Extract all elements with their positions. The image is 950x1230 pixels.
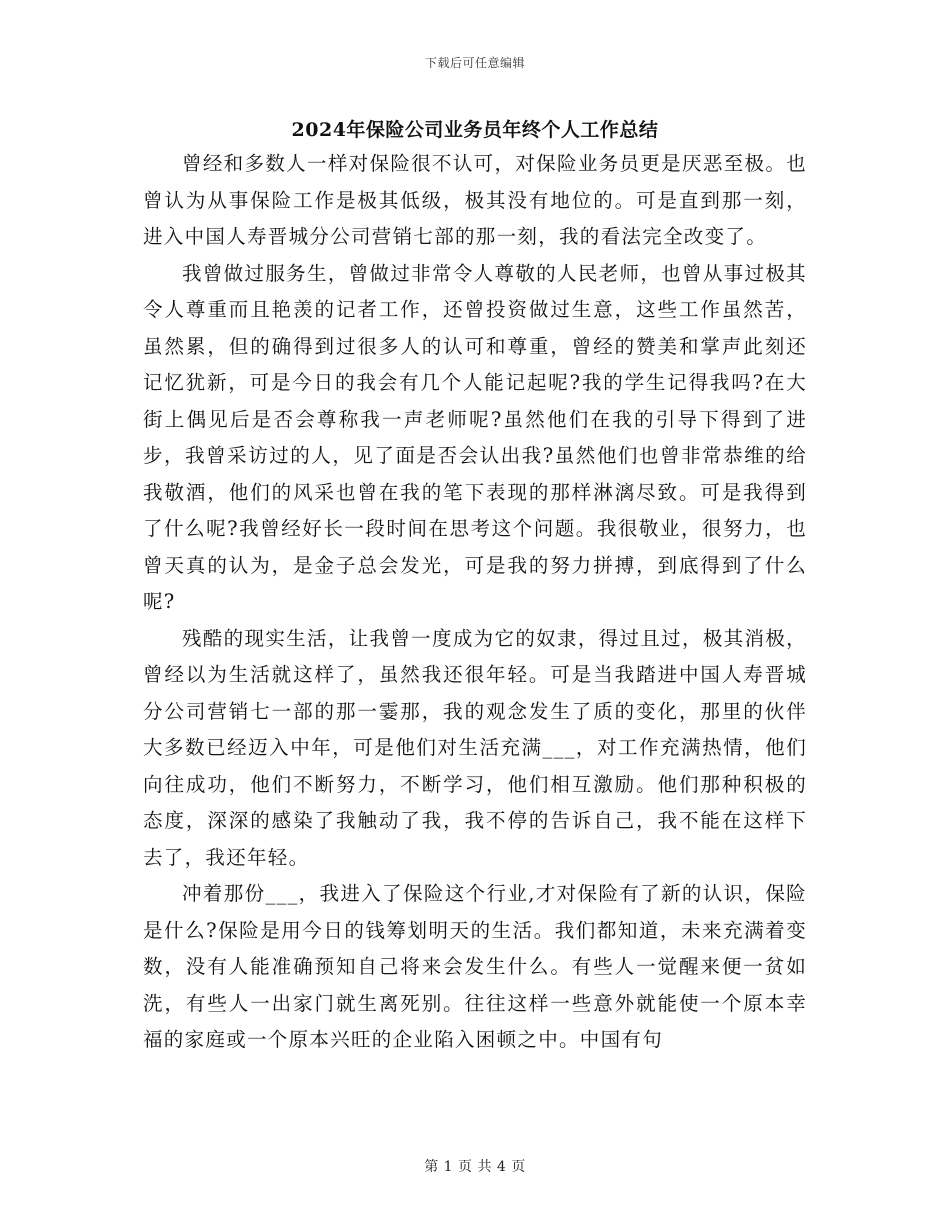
paragraph-1: 曾经和多数人一样对保险很不认可，对保险业务员更是厌恶至极。也曾认为从事保险工作是极其低级，极其没有地位的。可是直到那一刻，进入中国人寿晋城分公司营销七部的那一刻，我的看法完全改变了。: [143, 152, 807, 248]
page-number: 第 1 页 共 4 页: [424, 1159, 526, 1175]
paragraph-3: 残酷的现实生活，让我曾一度成为它的奴隶，得过且过，极其消极，曾经以为生活就这样了，虽然我还很年轻。可是当我踏进中国人寿晋城分公司营销七一部的那一霎那，我的观念发生了质的变化，那里的伙伴大多数已经迈入中年，可是他们对生活充满___，对工作充满热情，他们向往成功，他们不断努力，不断学习，他们相互激励。他们那种积极的态度，深深的感染了我触动了我，我不停的告诉自己，我不能在这样下去了，我还年轻。: [143, 626, 807, 869]
paragraph-2: 我曾做过服务生，曾做过非常令人尊敬的人民老师，也曾从事过极其令人尊重而且艳羡的记者工作，还曾投资做过生意，这些工作虽然苦，虽然累，但的确得到过很多人的认可和尊重，曾经的赞美和掌声此刻还记忆犹新，可是今日的我会有几个人能记起呢?我的学生记得我吗?在大街上偶见后是否会尊称我一声老师呢?虽然他们在我的引导下得到了进步，我曾采访过的人，见了面是否会认出我?虽然他们也曾非常恭维的给我敬酒，他们的风采也曾在我的笔下表现的那样淋漓尽致。可是我得到了什么呢?我曾经好长一段时间在思考这个问题。我很敬业，很努力，也曾天真的认为，是金子总会发光，可是我的努力拼搏，到底得到了什么呢?: [143, 261, 807, 613]
document-title: 2024年保险公司业务员年终个人工作总结: [291, 119, 659, 141]
header-note: 下载后可任意编辑: [424, 56, 525, 70]
document-body: [143, 146, 807, 1059]
paragraph-4: 冲着那份___，我进入了保险这个行业,才对保险有了新的认识，保险是什么?保险是用今日的钱筹划明天的生活。我们都知道，未来充满着变数，没有人能准确预知自己将来会发生什么。有些人一觉醒来便一贫如洗，有些人一出家门就生离死别。往往这样一些意外就能使一个原本幸福的家庭或一个原本兴旺的企业陷入困顿之中。中国有句: [143, 882, 807, 1051]
